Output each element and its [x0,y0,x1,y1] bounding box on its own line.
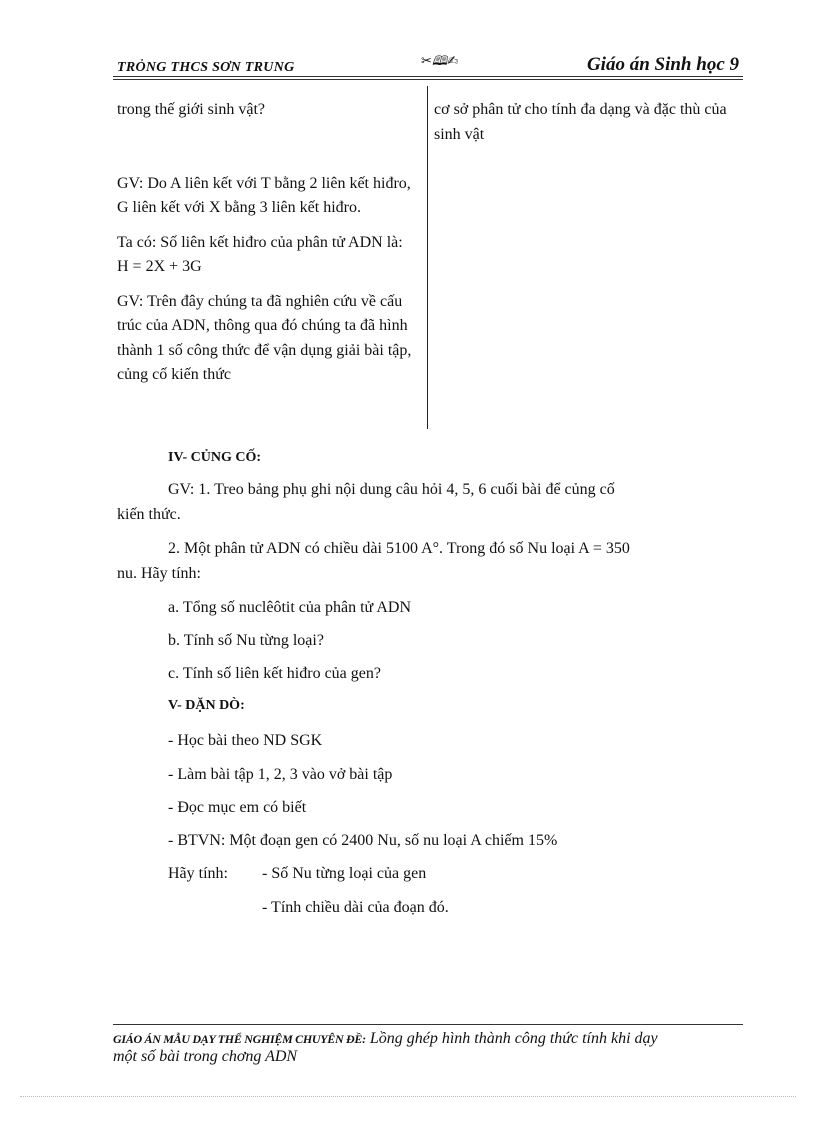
footer-text [113,1025,743,1065]
section5-item: - Làm bài tập 1, 2, 3 vào vở bài tập [168,766,393,783]
section4-heading: IV- CỦNG CỐ: [168,450,262,465]
page-bottom-border [20,1096,796,1097]
left-column [117,98,412,388]
section5-heading: V- DẶN DÒ: [168,698,245,713]
section5-item: - Đọc mục em có biết [168,799,307,816]
section5-sub-item: - Tính chiều dài của đoạn đó. [262,899,449,916]
section5-item: - BTVN: Một đoạn gen có 2400 Nu, số nu loại A chiếm 15% [168,832,558,849]
left-paragraph: trong thế giới sinh vật? [117,101,265,118]
left-paragraph: Ta có: Số liên kết hiđro của phân tử ADN là: H = 2X + 3G [117,233,403,275]
footer-topic-line1: Lồng ghép hình thành công thức tính khi dạy [365,1030,658,1047]
right-column [434,98,734,147]
footer-caption: GIÁO ÁN MẪU DẠY THỂ NGHIỆM CHUYÊN ĐỀ: [113,1032,366,1046]
page-footer [113,1024,743,1065]
section4-item-c: c. Tính số liên kết hiđro của gen? [168,665,381,682]
section5-item: - Học bài theo ND SGK [168,732,323,749]
section4-item-a: a. Tổng số nuclêôtit của phân tử ADN [168,599,411,616]
section5-hay-tinh: Hãy tính: [168,865,228,882]
header-rule-double [113,79,743,80]
right-paragraph: cơ sở phân tử cho tính đa dạng và đặc thù của sinh vật [434,101,727,143]
section4-q2-line1: 2. Một phân tử ADN có chiều dài 5100 A°. Trong đó số Nu loại A = 350 [168,540,630,557]
subject-title: Giáo án Sinh học 9 [586,54,739,75]
school-name: TRỎNG THCS SƠN TRUNG [117,60,295,75]
header-rule [113,76,743,77]
footer-topic-line2: một số bài trong chơng ADN [113,1048,298,1065]
section5-sub-item: - Số Nu từng loại của gen [262,865,427,882]
page-header [113,52,743,80]
ornament-icon: ✂🕮✍ [421,54,459,69]
section4-q1-line2: kiến thức. [117,506,181,523]
section4-q1-line1: GV: 1. Treo bảng phụ ghi nội dung câu hỏi 4, 5, 6 cuối bài để củng cố [168,481,615,498]
left-paragraph: GV: Do A liên kết với T bằng 2 liên kết hiđro, G liên kết với X bằng 3 liên kết hiđro. [117,174,411,216]
left-paragraph: GV: Trên đây chúng ta đã nghiên cứu về cấu trúc của ADN, thông qua đó chúng ta đã hình thành 1 số công thức để vận dụng giải bài tập, củng cố kiến thức [117,292,412,383]
column-divider [427,86,428,429]
section4-q2-line2: nu. Hãy tính: [117,565,201,582]
section4-item-b: b. Tính số Nu từng loại? [168,632,324,649]
